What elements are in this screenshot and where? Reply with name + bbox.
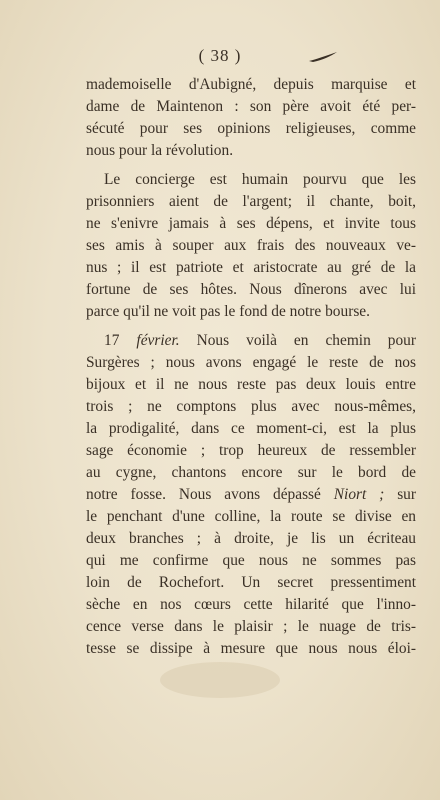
text-line: parce qu'il ne voit pas le fond de notre bourse. [86, 303, 370, 320]
text-line: prisonniers aient de l'argent; il chante, boit, [86, 193, 416, 210]
text-line: le penchant d'une colline, la route se divise en [86, 508, 416, 525]
text-line: sèche en nos cœurs cette hilarité que l'inno- [86, 596, 416, 613]
text-line-niort [86, 484, 416, 506]
ink-flourish-mark [307, 50, 341, 64]
text-line: nous pour la révolution. [86, 142, 234, 159]
text-line: la prodigalité, dans ce moment-ci, est la plus [86, 420, 416, 437]
niort-before: notre fosse. Nous avons dépassé [86, 486, 321, 503]
date-month: février. [136, 332, 180, 349]
text-line: bijoux et il ne nous reste pas deux louis entre [86, 376, 416, 393]
page-header [0, 46, 440, 66]
text-line: mademoiselle d'Aubigné, depuis marquise et [86, 76, 416, 93]
text-line: qui me confirme que nous ne sommes pas [86, 552, 416, 569]
page-number: ( 38 ) [198, 46, 242, 65]
date-line-rest: Nous voilà en chemin pour [196, 332, 416, 349]
text-line: ne s'enivre jamais à ses dépens, et invite tous [86, 215, 416, 232]
text-line: fortune de ses hôtes. Nous dînerons avec lui [86, 281, 416, 298]
text-line: loin de Rochefort. Un secret pressentiment [86, 574, 416, 591]
text-line: au cygne, chantons encore sur le bord de [86, 464, 416, 481]
place-niort: Niort ; [333, 486, 385, 503]
text-line: sage économie ; trop heureux de ressembler [86, 442, 416, 459]
text-line: tesse se dissipe à mesure que nous nous éloi- [86, 640, 416, 657]
text-line: Le concierge est humain pourvu que les [104, 171, 416, 188]
body-text [86, 74, 416, 660]
text-line: nus ; il est patriote et aristocrate au gré de la [86, 259, 416, 276]
text-line: dame de Maintenon : son père avoit été per- [86, 98, 416, 115]
text-line-dated [86, 330, 416, 352]
text-line: sécuté pour ses opinions religieuses, comme [86, 120, 416, 137]
text-line: cence verse dans le plaisir ; le nuage de tris- [86, 618, 416, 635]
text-line: deux branches ; à droite, je lis un écriteau [86, 530, 416, 547]
show-through-stain [150, 650, 290, 710]
text-line: ses amis à souper aux frais des nouveaux ve- [86, 237, 416, 254]
text-line: Surgères ; nous avons engagé le reste de nos [86, 354, 416, 371]
date-day: 17 [104, 332, 120, 349]
niort-after: sur [397, 486, 416, 503]
text-line: trois ; ne comptons plus avec nous-mêmes, [86, 398, 416, 415]
